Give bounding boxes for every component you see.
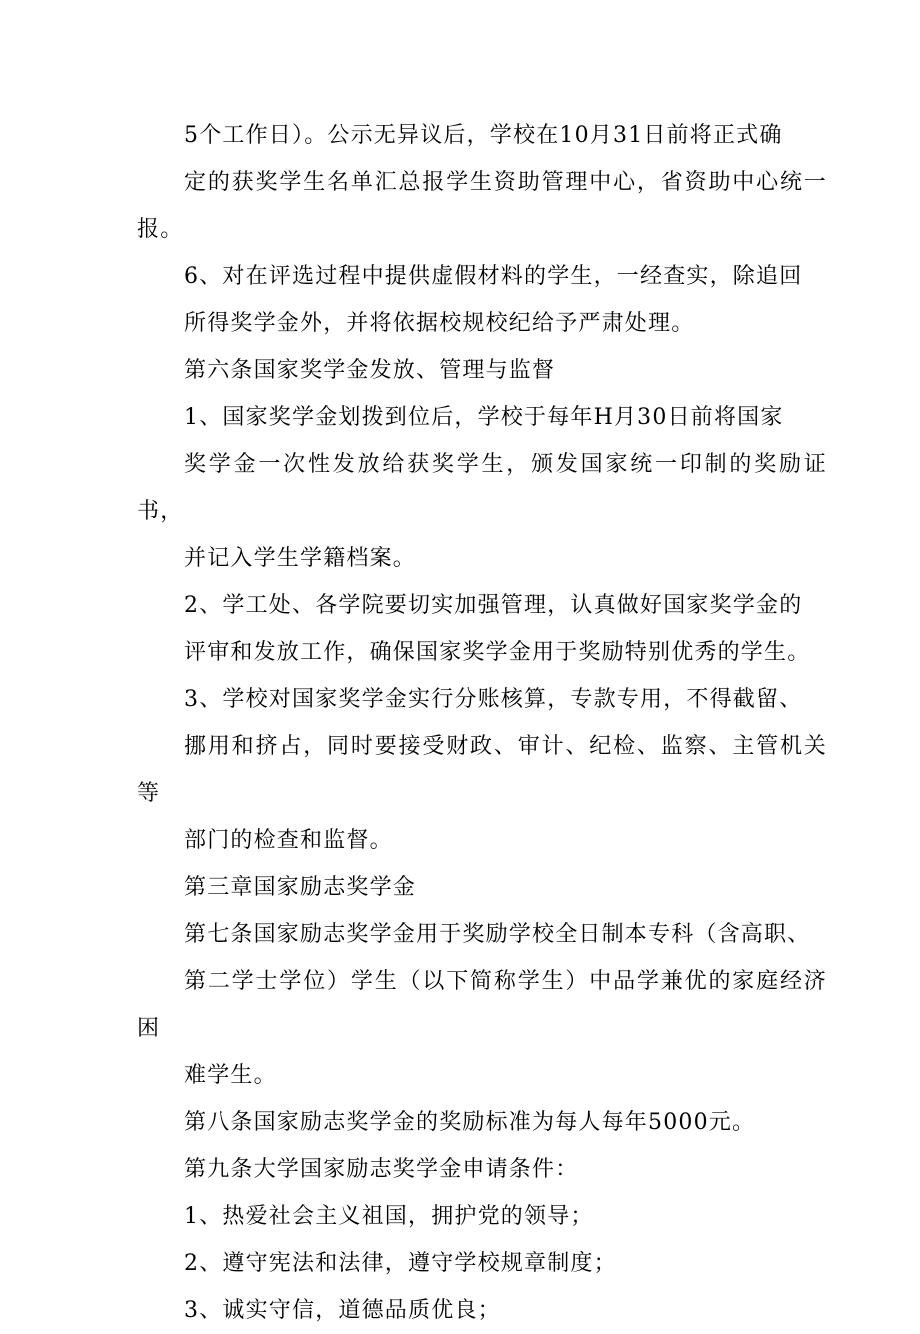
text-line: 奖学金一次性发放给获奖学生，颁发国家统一印制的奖励证书， bbox=[137, 452, 827, 524]
text-line: 定的获奖学生名单汇总报学生资助管理中心，省资助中心统一报。 bbox=[137, 170, 827, 242]
article-6-heading bbox=[137, 347, 827, 394]
paragraph-management bbox=[137, 582, 827, 676]
document-body bbox=[137, 112, 827, 1334]
paragraph-publicity-period bbox=[137, 112, 827, 253]
condition-item-2 bbox=[137, 1240, 827, 1287]
text-line: 第七条国家励志奖学金用于奖励学校全日制本专科（含高职、 bbox=[184, 922, 811, 947]
text-line: 6、对在评选过程中提供虚假材料的学生，一经查实，除追回 bbox=[184, 264, 803, 289]
condition-item-1 bbox=[137, 1193, 827, 1240]
text-line: 第三章国家励志奖学金 bbox=[184, 875, 417, 900]
text-line: 第九条大学国家励志奖学金申请条件： bbox=[184, 1157, 579, 1182]
article-8-paragraph bbox=[137, 1099, 827, 1146]
paragraph-disbursement bbox=[137, 394, 827, 582]
text-line: 挪用和挤占，同时要接受财政、审计、纪检、监察、主管机关等 bbox=[137, 734, 827, 806]
text-line: 所得奖学金外，并将依据校规校纪给予严肃处理。 bbox=[184, 311, 695, 336]
text-line: 部门的检查和监督。 bbox=[184, 828, 393, 853]
text-line: 2、遵守宪法和法律，遵守学校规章制度； bbox=[184, 1251, 617, 1276]
text-line: 第二学士学位）学生（以下简称学生）中品学兼优的家庭经济困 bbox=[137, 969, 827, 1041]
text-line: 1、热爱社会主义祖国，拥护党的领导； bbox=[184, 1204, 594, 1229]
text-line: 评审和发放工作，确保国家奖学金用于奖励特别优秀的学生。 bbox=[184, 640, 811, 665]
chapter-3-heading bbox=[137, 864, 827, 911]
text-line: 2、学工处、各学院要切实加强管理，认真做好国家奖学金的 bbox=[184, 593, 803, 618]
text-line: 3、诚实守信，道德品质优良； bbox=[184, 1298, 501, 1323]
text-line: 5个工作日）。公示无异议后，学校在10月31日前将正式确 bbox=[184, 123, 783, 148]
article-7-paragraph bbox=[137, 911, 827, 1099]
paragraph-false-materials bbox=[137, 253, 827, 347]
text-line: 第八条国家励志奖学金的奖励标准为每人每年5000元。 bbox=[184, 1110, 756, 1135]
text-line: 第六条国家奖学金发放、管理与监督 bbox=[184, 358, 556, 383]
paragraph-accounting bbox=[137, 676, 827, 864]
condition-item-3 bbox=[137, 1287, 827, 1334]
article-9-heading bbox=[137, 1146, 827, 1193]
text-line: 难学生。 bbox=[184, 1063, 277, 1088]
text-line: 1、国家奖学金划拨到位后，学校于每年H月30日前将国家 bbox=[184, 405, 784, 430]
text-line: 3、学校对国家奖学金实行分账核算，专款专用，不得截留、 bbox=[184, 687, 803, 712]
text-line: 并记入学生学籍档案。 bbox=[184, 546, 417, 571]
